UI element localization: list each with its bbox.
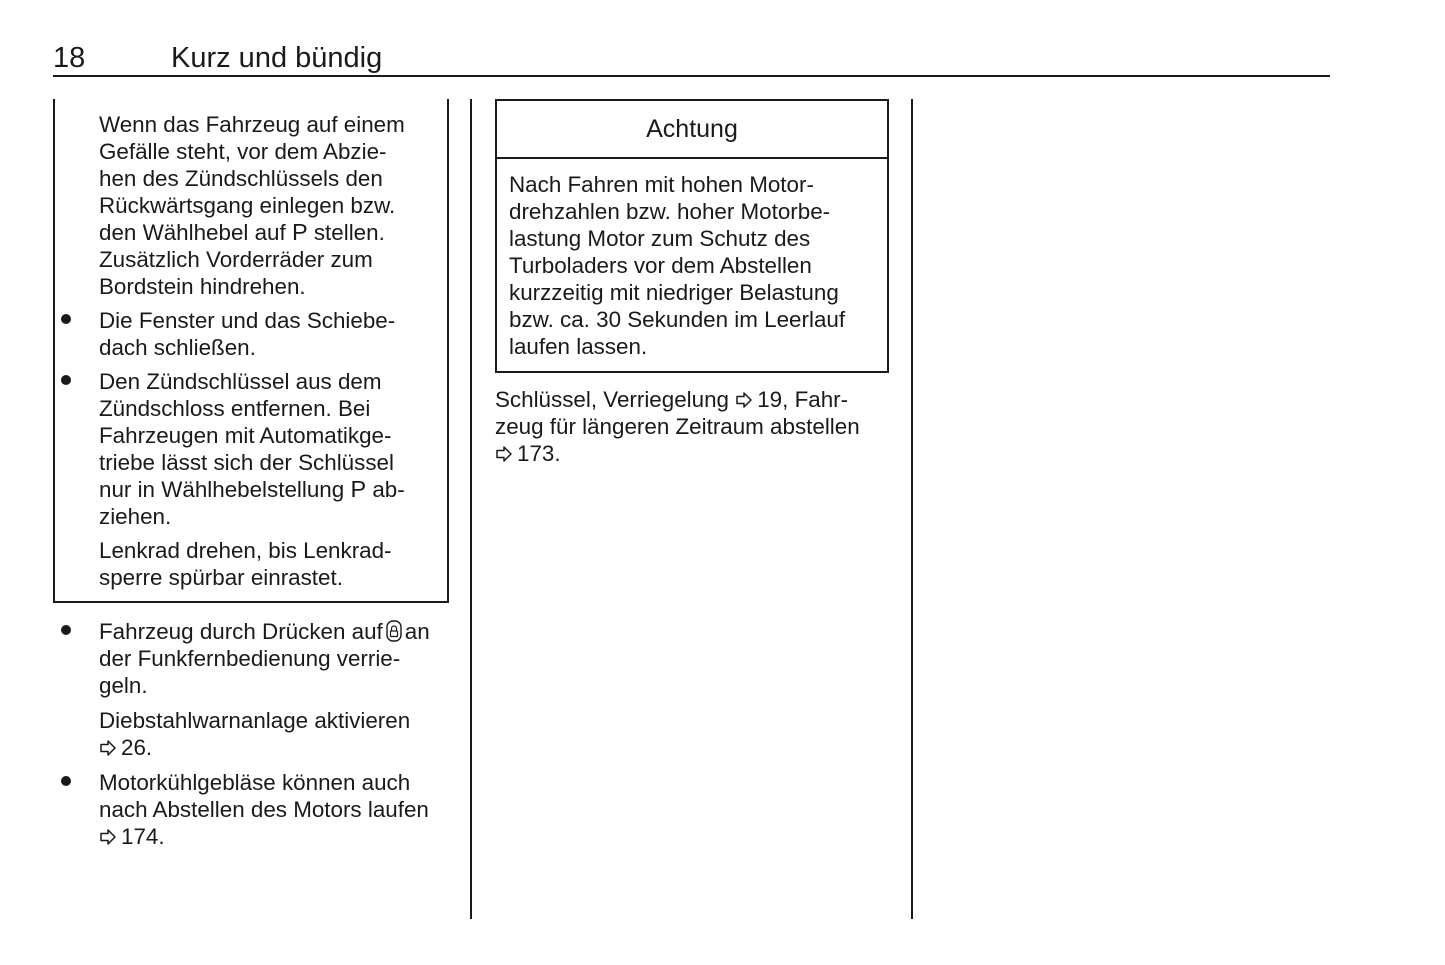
page-reference-26[interactable]: 26. [121, 735, 153, 760]
list-item-verriegeln: Fahrzeug durch Drücken auf an der Funkfernbedienung verrie- geln. [99, 619, 430, 698]
paragraph-lenkrad: Lenkrad drehen, bis Lenkrad- sperre spürbar einrastet. [99, 538, 392, 590]
page-reference-19[interactable]: 19, Fahr- [757, 387, 849, 412]
page-title: Kurz und bündig [171, 42, 383, 74]
page-reference-arrow-icon [99, 828, 117, 846]
bullet-icon [61, 776, 75, 790]
lock-button-icon [385, 620, 403, 642]
page-reference-arrow-icon [735, 391, 753, 409]
warning-box [495, 99, 889, 373]
warning-text: Nach Fahren mit hohen Motor- drehzahlen bzw. hoher Motorbe- lastung Motor zum Schutz des Turboladers vor dem Abstellen kurzzeitig mit niedriger Belastung bzw. ca. 30 Sekunden im Leerlauf laufen lassen. [509, 172, 846, 359]
page-number: 18 [53, 42, 86, 74]
list-item-fenster: Die Fenster und das Schiebe- dach schließen. [99, 308, 396, 360]
bullet-icon [61, 314, 75, 328]
references-paragraph: Schlüssel, Verriegelung 19, Fahr- zeug für längeren Zeitraum abstellen 173. [495, 387, 860, 466]
bullet-icon [61, 625, 75, 639]
paragraph-diebstahlwarnanlage: Diebstahlwarnanlage aktivieren 26. [99, 708, 411, 760]
column-divider [911, 99, 913, 919]
list-item-motorkuehlgeblaese: Motorkühlgebläse können auch nach Abstellen des Motors laufen 174. [99, 770, 429, 849]
page-reference-173[interactable]: 173. [517, 441, 561, 466]
bullet-icon [61, 375, 75, 389]
header-rule [53, 75, 1330, 77]
column-divider [470, 99, 472, 919]
page-reference-arrow-icon [495, 445, 513, 463]
warning-heading: Achtung [497, 101, 887, 159]
page-reference-arrow-icon [99, 739, 117, 757]
page-reference-174[interactable]: 174. [121, 824, 165, 849]
paragraph-gefaelle: Wenn das Fahrzeug auf einem Gefälle steht, vor dem Abzie- hen des Zündschlüssels den Rückwärtsgang einlegen bzw. den Wählhebel auf P stellen. Zusätzlich Vorderräder zum Bordstein hindrehen. [99, 112, 405, 299]
list-item-zuendschluessel: Den Zündschlüssel aus dem Zündschloss entfernen. Bei Fahrzeugen mit Automatikge- triebe lässt sich der Schlüssel nur in Wählhebelstellung P ab- ziehen. [99, 369, 405, 529]
